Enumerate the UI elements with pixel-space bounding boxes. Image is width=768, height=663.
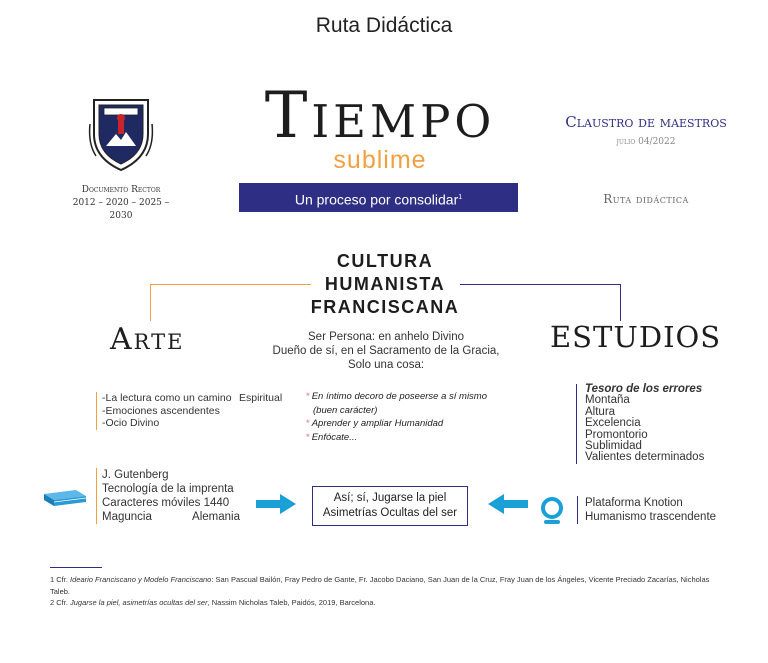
banner bbox=[239, 183, 518, 212]
footnote-rule bbox=[50, 567, 102, 568]
documento-rector bbox=[60, 184, 182, 223]
gutenberg-line-1: J. Gutenberg bbox=[102, 469, 169, 481]
fecha: julio 04/2022 bbox=[616, 137, 676, 147]
list-item: * Aprender y ampliar Humanidad bbox=[306, 418, 444, 429]
arte-heading: Arte bbox=[110, 322, 185, 357]
culture-heading bbox=[300, 250, 470, 319]
claustro-title: Claustro de maestros bbox=[565, 113, 727, 131]
footnote-1: 1 Cfr. Ideario Franciscano y Modelo Franciscano: San Pascual Bailón, Fray Pedro de Gante, Fr. Jacobo Daciano, San Juan de la Cruz, Fray Juan de los Ángeles, Vicente Preciado Zacarías, Nicholas Taleb. bbox=[50, 575, 710, 596]
crest-icon bbox=[88, 94, 154, 172]
gutenberg-line-3: Caracteres móviles 1440 bbox=[102, 497, 230, 509]
center-box bbox=[312, 486, 468, 526]
arte-list bbox=[96, 392, 232, 430]
humanity-list bbox=[306, 390, 487, 444]
knotion-logo-icon bbox=[538, 496, 566, 526]
gutenberg-city: Maguncia bbox=[102, 511, 152, 523]
knotion-line-1: Plataforma Knotion bbox=[585, 497, 683, 509]
culture-line-3: FRANCISCANA bbox=[310, 297, 460, 317]
ruta-didactica-label: Ruta didáctica bbox=[603, 192, 689, 206]
footnote-2: 2 Cfr. Jugarse la piel, asimetrías ocultas del ser, Nassim Nicholas Taleb, Paidós, 2019, Barcelona. bbox=[50, 598, 376, 607]
connector-left bbox=[150, 284, 311, 321]
connector-right bbox=[460, 284, 621, 321]
gutenberg-country: Alemania bbox=[192, 511, 240, 523]
list-item: -La lectura como un camino bbox=[102, 392, 232, 404]
ser-line-1: Ser Persona: en anhelo Divino bbox=[308, 331, 464, 343]
knotion-block bbox=[577, 496, 716, 524]
culture-line-2: HUMANISTA bbox=[324, 274, 446, 294]
list-item: Excelencia bbox=[585, 417, 641, 430]
gutenberg-line-4 bbox=[102, 510, 240, 524]
list-item: Montaña bbox=[585, 394, 630, 407]
center-box-line-2: Asimetrías Ocultas del ser bbox=[322, 507, 458, 519]
arrow-left-icon bbox=[488, 494, 528, 514]
banner-footnote-mark: 1 bbox=[458, 194, 463, 201]
culture-line-1: CULTURA bbox=[336, 251, 434, 271]
sub-title: sublime bbox=[333, 146, 427, 174]
list-item: Sublimidad bbox=[585, 440, 642, 453]
list-item: * En íntimo decoro de poseerse a sí mismo bbox=[306, 391, 488, 402]
espiritual-label: Espiritual bbox=[239, 392, 283, 404]
knotion-line-2: Humanismo trascendente bbox=[585, 511, 717, 523]
list-item: -Emociones ascendentes bbox=[102, 404, 220, 417]
list-item: (buen carácter) bbox=[313, 404, 378, 416]
doc-rector-years: 2012 – 2020 – 2025 – 2030 bbox=[72, 198, 170, 221]
ser-persona-text bbox=[266, 330, 506, 372]
estudios-heading: ESTUDIOS bbox=[550, 320, 722, 354]
banner-text: Un proceso por consolidar bbox=[294, 191, 459, 208]
center-box-line-1: Así; sí, Jugarse la piel bbox=[333, 492, 447, 504]
tesoro-list bbox=[576, 384, 704, 464]
list-item: Altura bbox=[585, 405, 616, 418]
list-item: Promontorio bbox=[585, 428, 648, 441]
tesoro-heading: Tesoro de los errores bbox=[585, 383, 703, 395]
gutenberg-line-2: Tecnología de la imprenta bbox=[102, 483, 234, 495]
book-icon bbox=[42, 486, 88, 508]
list-item: * Enfócate... bbox=[306, 431, 358, 443]
footnotes bbox=[50, 574, 730, 609]
page-title: Ruta Didáctica bbox=[315, 14, 453, 37]
list-item: Valientes determinados bbox=[585, 451, 705, 464]
ser-line-2: Dueño de sí, en el Sacramento de la Gracia, bbox=[272, 345, 500, 357]
list-item: -Ocio Divino bbox=[102, 417, 160, 429]
arrow-right-icon bbox=[256, 494, 296, 514]
gutenberg-block bbox=[96, 468, 240, 524]
ser-line-3: Solo una cosa: bbox=[347, 359, 425, 371]
doc-rector-label: Documento Rector bbox=[81, 185, 161, 195]
main-title: Tiempo bbox=[264, 79, 496, 153]
